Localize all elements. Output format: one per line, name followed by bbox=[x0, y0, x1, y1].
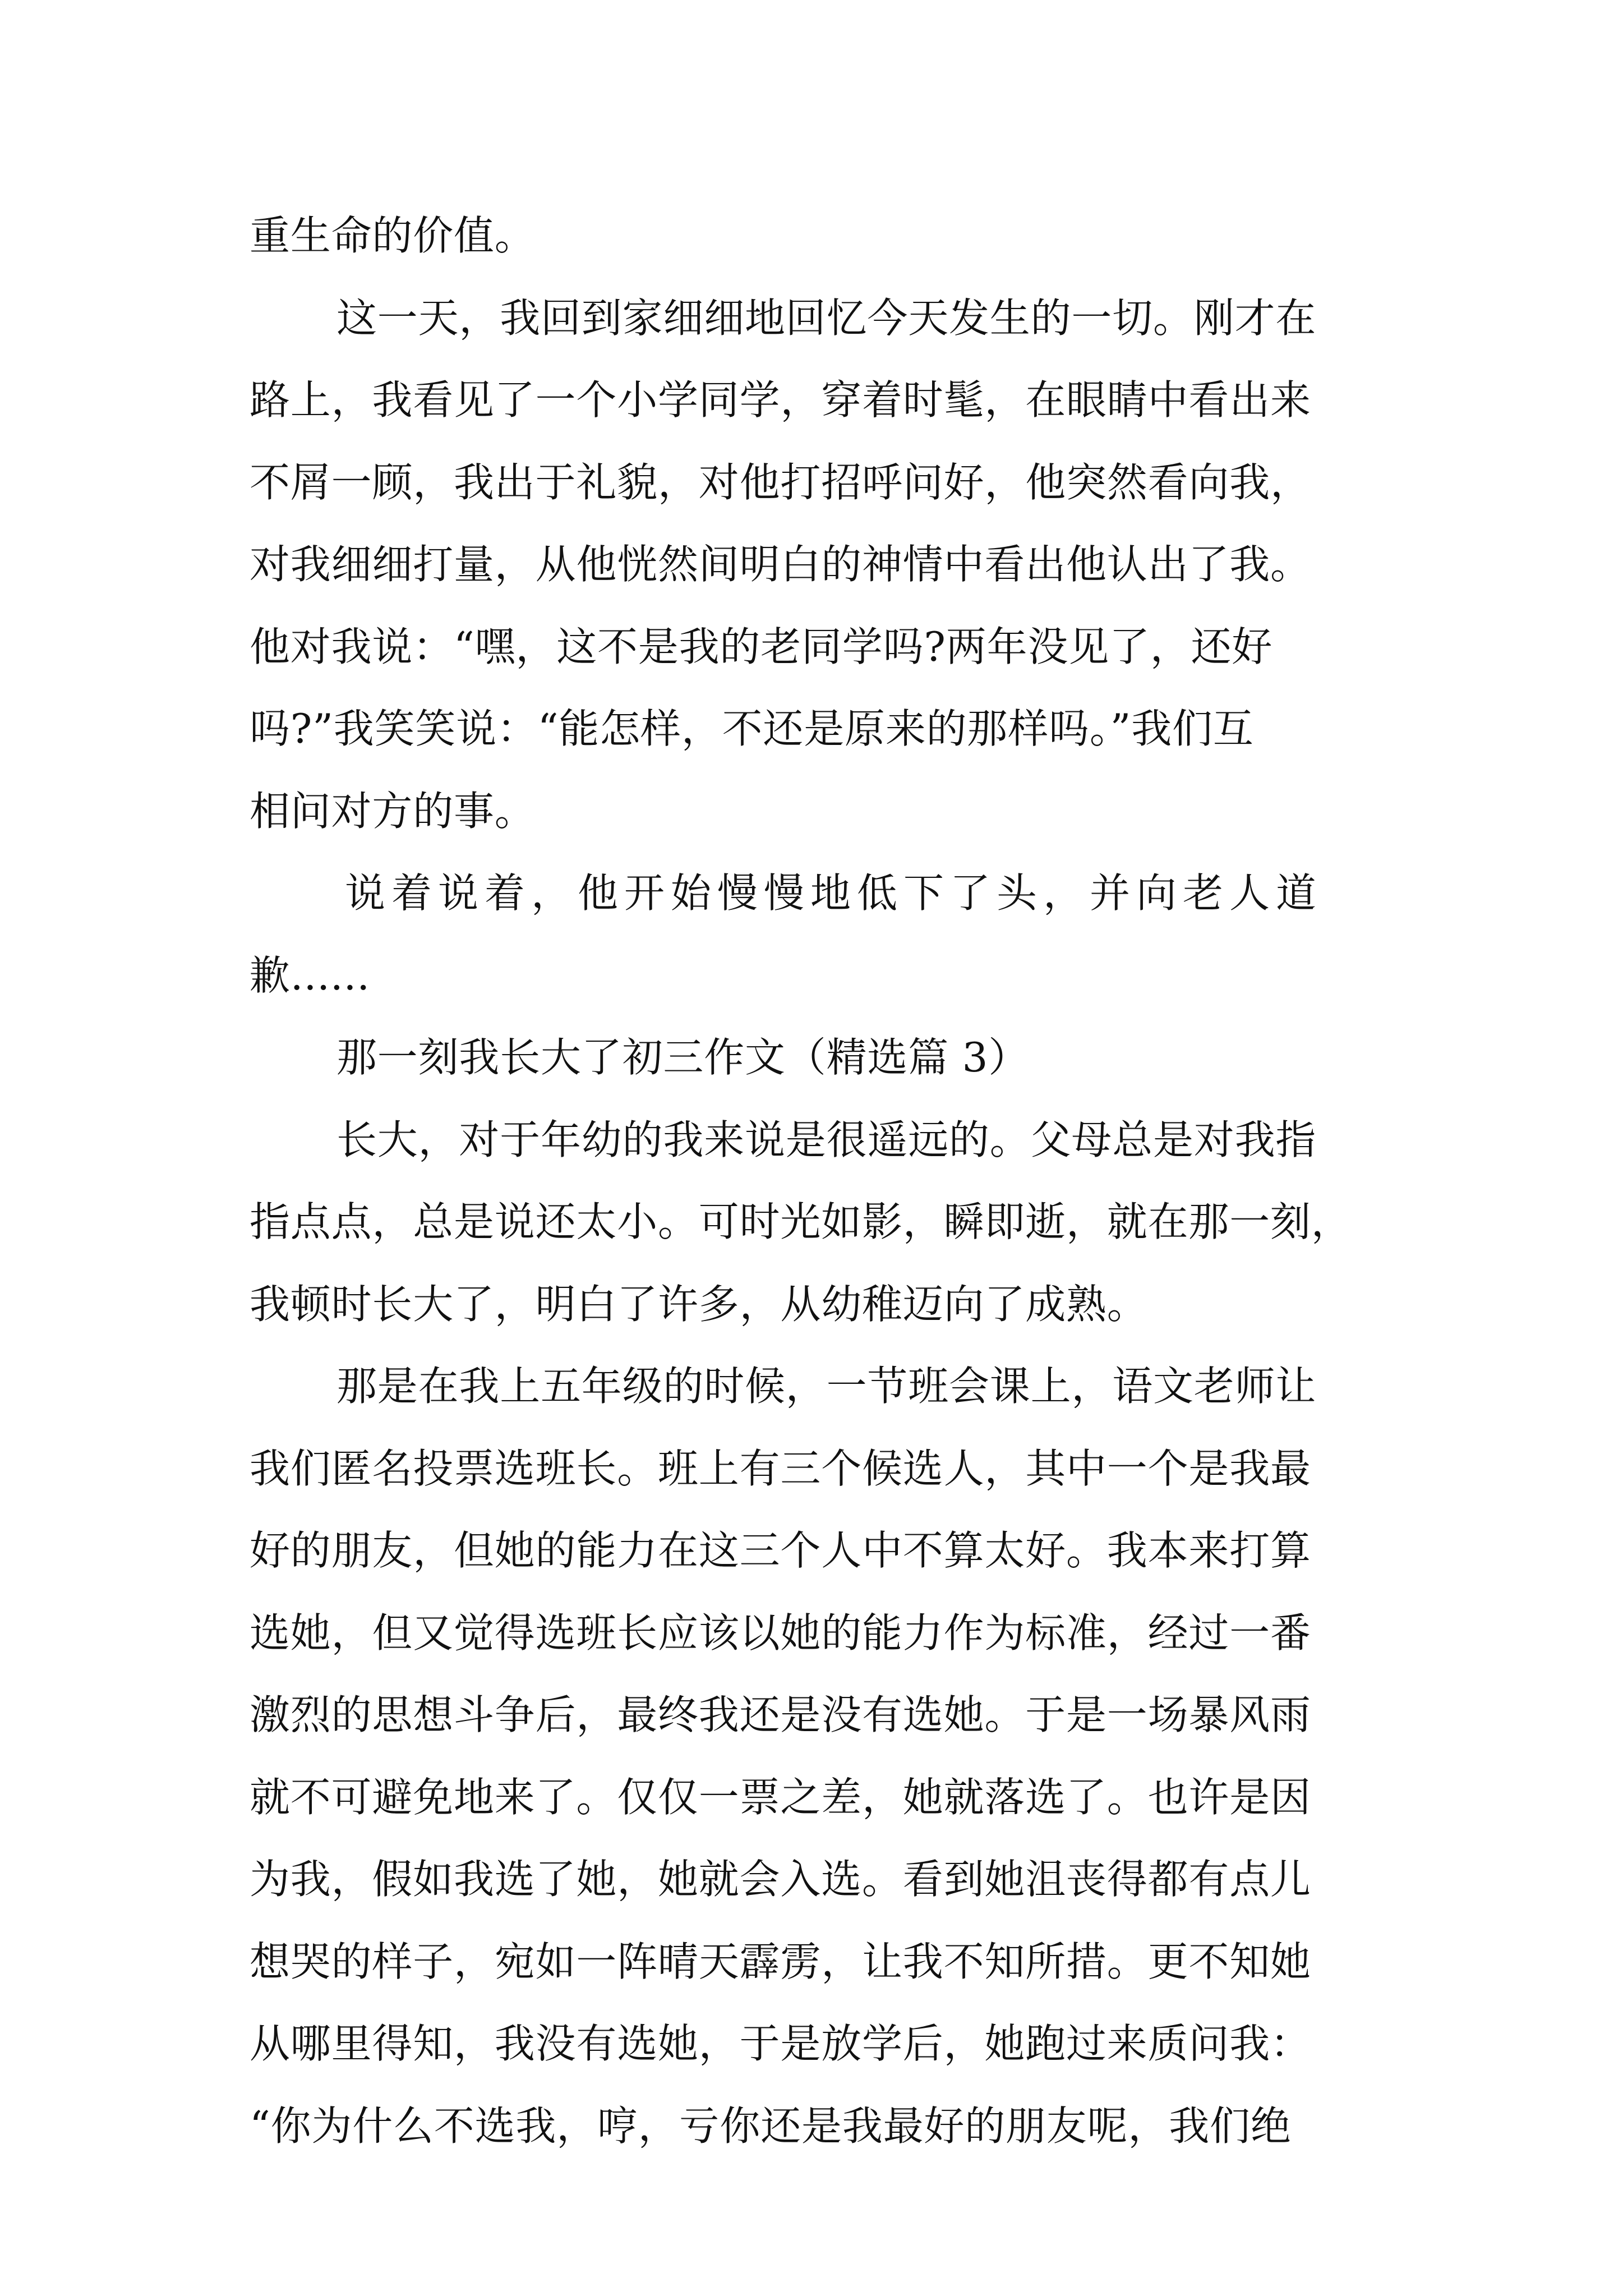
paragraph-text-line: 那是在我上五年级的时候，一节班会课上，语文老师让 bbox=[336, 1363, 1317, 1410]
paragraph-text-line: 想哭的样子，宛如一阵晴天霹雳，让我不知所措。更不知她 bbox=[250, 1938, 1311, 1985]
paragraph-text-line: 这一天，我回到家细细地回忆今天发生的一切。刚才在 bbox=[336, 295, 1317, 342]
paragraph-text-line: 吗?”我笑笑说：“能怎样，不还是原来的那样吗。”我们互 bbox=[250, 705, 1254, 752]
text-line-1: 重生命的价值。 bbox=[250, 212, 536, 259]
paragraph-text-line: 为我，假如我选了她，她就会入选。看到她沮丧得都有点儿 bbox=[250, 1856, 1311, 1903]
paragraph-text-line: 我们匿名投票选班长。班上有三个候选人，其中一个是我最 bbox=[250, 1445, 1311, 1492]
paragraph-text-line: 就不可避免地来了。仅仅一票之差，她就落选了。也许是因 bbox=[250, 1774, 1311, 1821]
paragraph-text-line: 激烈的思想斗争后，最终我还是没有选她。于是一场暴风雨 bbox=[250, 1691, 1311, 1738]
paragraph-text-line: 长大，对于年幼的我来说是很遥远的。父母总是对我指 bbox=[336, 1116, 1317, 1163]
paragraph-text-line: 他对我说：“嘿，这不是我的老同学吗?两年没见了，还好 bbox=[250, 623, 1273, 670]
paragraph-text-line: 从哪里得知，我没有选她，于是放学后，她跑过来质问我： bbox=[250, 2020, 1311, 2067]
section-heading: 那一刻我长大了初三作文（精选篇 3） bbox=[336, 1034, 1030, 1081]
paragraph-text-line: 路上，我看见了一个小学同学，穿着时髦，在眼睛中看出来 bbox=[250, 376, 1311, 424]
paragraph-text-line: 说着说着，他开始慢慢地低下了头，并向老人道 bbox=[345, 869, 1323, 917]
paragraph-text-line: 好的朋友，但她的能力在这三个人中不算太好。我本来打算 bbox=[250, 1527, 1311, 1574]
paragraph-text-line: 指点点，总是说还太小。可时光如影，瞬即逝，就在那一刻， bbox=[250, 1198, 1352, 1245]
paragraph-text-line: 对我细细打量，从他恍然间明白的神情中看出他认出了我。 bbox=[250, 541, 1311, 588]
paragraph-text-line: 我顿时长大了，明白了许多，从幼稚迈向了成熟。 bbox=[250, 1281, 1148, 1328]
paragraph-text-line: 歉...... bbox=[250, 952, 370, 999]
paragraph-text-line: “你为什么不选我，哼，亏你还是我最好的朋友呢，我们绝 bbox=[250, 2102, 1292, 2150]
paragraph-text-line: 选她，但又觉得选班长应该以她的能力作为标准，经过一番 bbox=[250, 1609, 1311, 1657]
paragraph-text-line: 相问对方的事。 bbox=[250, 788, 536, 835]
paragraph-text-line: 不屑一顾，我出于礼貌，对他打招呼问好，他突然看向我， bbox=[250, 459, 1311, 506]
